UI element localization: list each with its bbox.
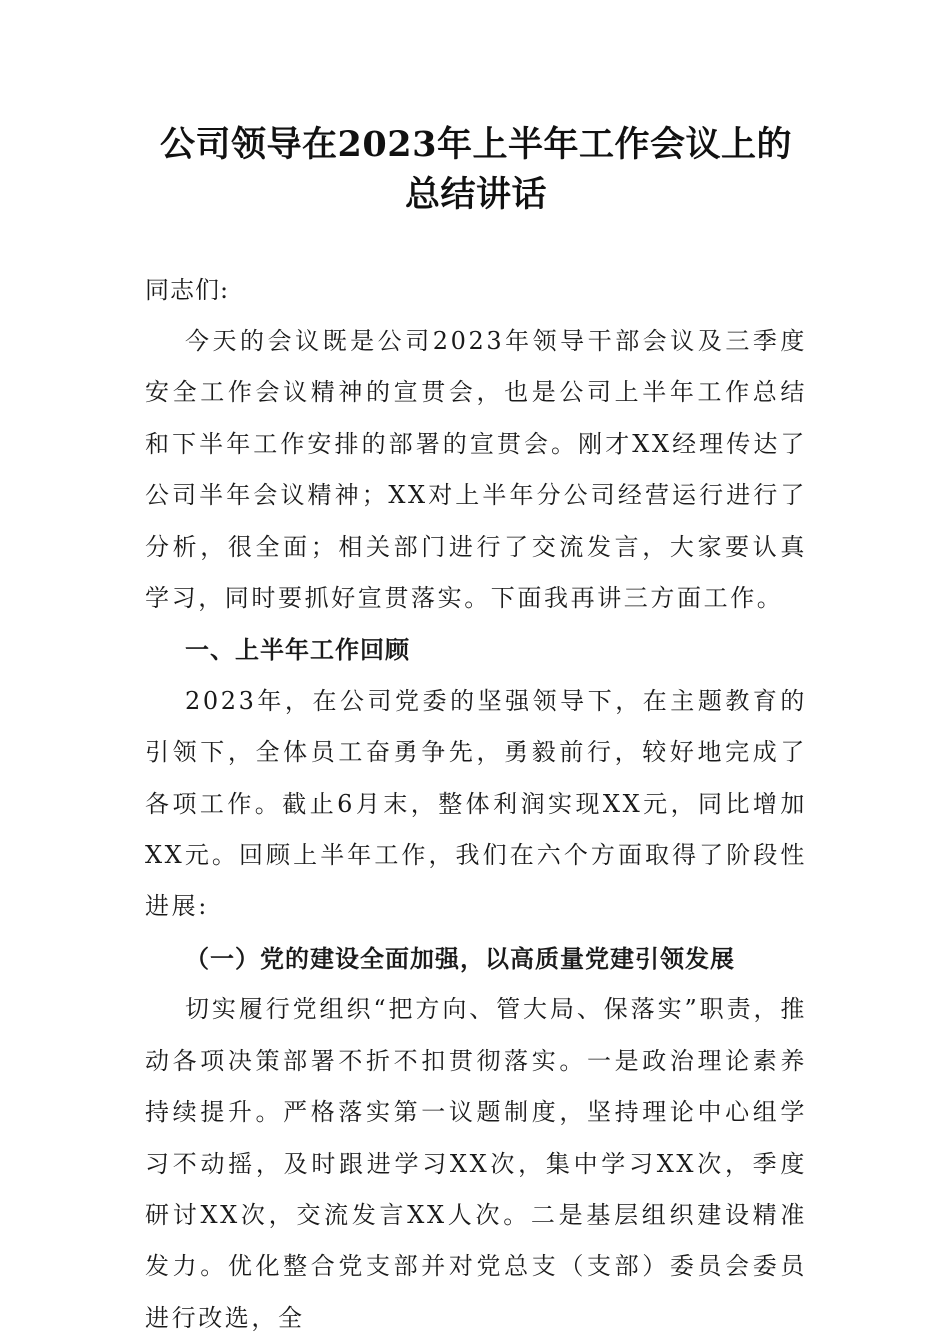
salutation: 同志们:: [145, 276, 230, 304]
document-title: 公司领导在2023年上半年工作会议上的总结讲话: [160, 124, 792, 215]
subsection-party-building-paragraph: 切实履行党组织“把方向、管大局、保落实”职责，推动各项决策部署不折不扣贯彻落实。一是政治理论素养持续提升。严格落实第一议题制度，坚持理论中心组学习不动摇，及时跟进学习XX次，集中学习XX次，季度研讨XX次，交流发言XX人次。二是基层组织建设精准发力。优化整合党支部并对党总支（支部）委员会委员进行改选，全: [145, 995, 807, 1332]
intro-paragraph: 今天的会议既是公司2023年领导干部会议及三季度安全工作会议精神的宣贯会，也是公司上半年工作总结和下半年工作安排的部署的宣贯会。刚才XX经理传达了公司半年会议精神；XX对上半年分公司经营运行进行了分析，很全面；相关部门进行了交流发言，大家要认真学习，同时要抓好宣贯落实。下面我再讲三方面工作。: [145, 327, 807, 613]
subsection-heading-party-building: （一）党的建设全面加强，以高质量党建引领发展: [185, 943, 735, 973]
section-heading-review: 一、上半年工作回顾: [185, 635, 410, 665]
section-review-paragraph: 2023年，在公司党委的坚强领导下，在主题教育的引领下，全体员工奋勇争先，勇毅前行，较好地完成了各项工作。截止6月末，整体利润实现XX元，同比增加XX元。回顾上半年工作，我们在六个方面取得了阶段性进展:: [145, 686, 807, 921]
document-page: [145, 120, 807, 1344]
